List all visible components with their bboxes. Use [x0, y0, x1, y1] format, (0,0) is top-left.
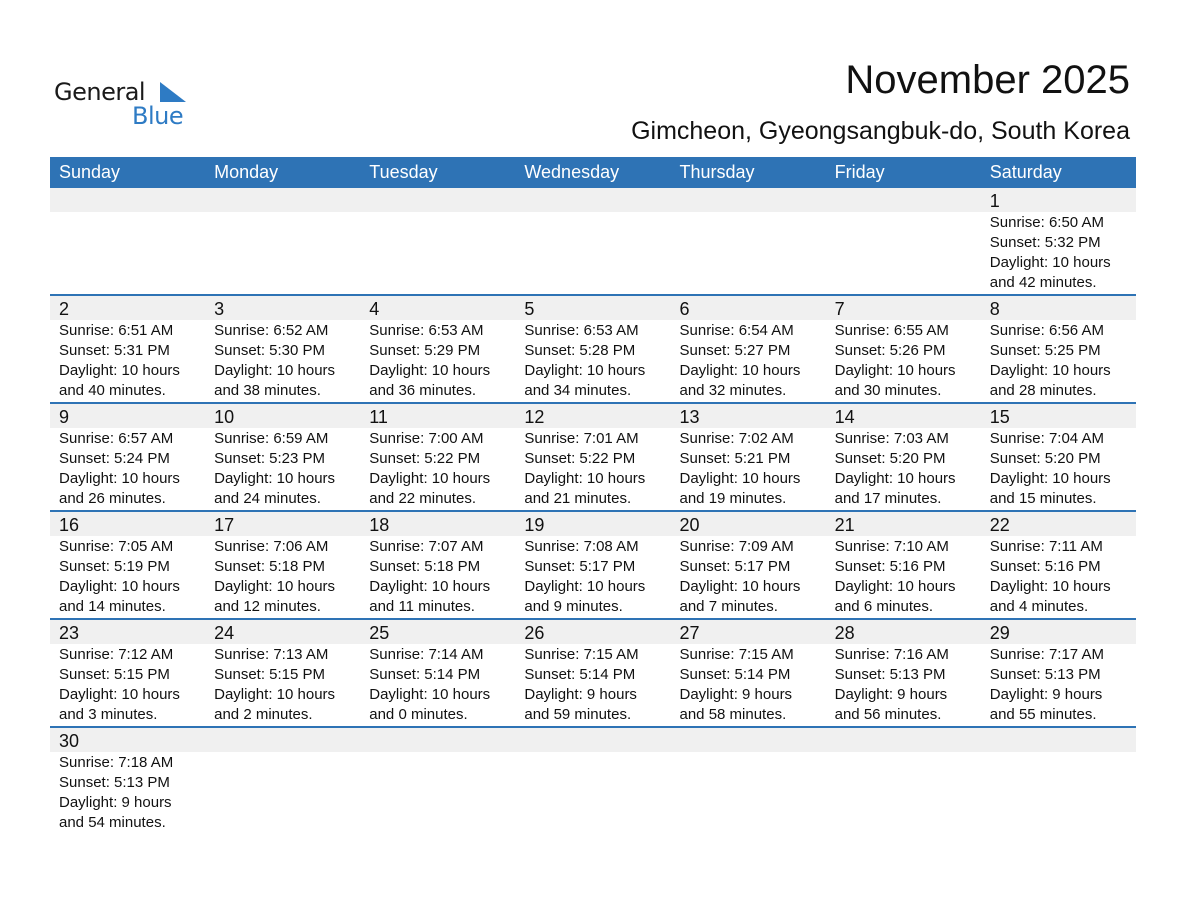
day-number: 27 [679, 623, 700, 643]
day-number: 14 [834, 407, 855, 427]
day-number: 29 [989, 623, 1010, 643]
daylight-duration: Daylight: 10 hours [59, 362, 180, 379]
day-number: 16 [59, 515, 80, 535]
day-cell [515, 428, 670, 510]
day-cell [515, 752, 670, 834]
sunrise-time: Sunrise: 7:13 AM [214, 646, 329, 663]
weeks-container [50, 188, 1136, 834]
sunset-time: Sunset: 5:15 PM [59, 666, 170, 683]
sunrise-time: Sunrise: 7:15 AM [679, 646, 794, 663]
day-cell [205, 752, 360, 834]
daylight-duration: Daylight: 10 hours [679, 362, 801, 379]
daylight-duration: and 54 minutes. [59, 814, 166, 831]
weekday-header [50, 157, 1136, 188]
sunrise-time: Sunrise: 6:59 AM [214, 430, 329, 447]
daylight-duration: Daylight: 10 hours [59, 578, 180, 595]
sunset-time: Sunset: 5:22 PM [524, 450, 636, 467]
sunset-time: Sunset: 5:16 PM [989, 558, 1101, 575]
daylight-duration: Daylight: 9 hours [59, 794, 172, 811]
sunrise-time: Sunrise: 7:08 AM [524, 538, 639, 555]
day-cell [515, 320, 670, 402]
day-details-row [50, 752, 1136, 834]
sunrise-time: Sunrise: 7:07 AM [369, 538, 484, 555]
sunrise-time: Sunrise: 7:10 AM [834, 538, 949, 555]
daylight-duration: Daylight: 9 hours [989, 686, 1103, 703]
daylight-duration: and 2 minutes. [214, 706, 313, 723]
week-row [50, 294, 1136, 402]
daylight-duration: and 24 minutes. [214, 490, 321, 507]
day-details-row [50, 536, 1136, 618]
daylight-duration: Daylight: 9 hours [524, 686, 637, 703]
day-cell [826, 752, 981, 834]
weekday-tuesday: Tuesday [369, 162, 438, 182]
daylight-duration: Daylight: 9 hours [834, 686, 948, 703]
day-number: 13 [679, 407, 700, 427]
day-number: 20 [679, 515, 700, 535]
daylight-duration: and 7 minutes. [679, 598, 778, 615]
day-number [981, 728, 1136, 752]
day-number: 22 [989, 515, 1010, 535]
day-cell [360, 752, 515, 834]
day-cell [671, 320, 826, 402]
date-band [50, 404, 1136, 428]
day-details-row [50, 428, 1136, 510]
sunset-time: Sunset: 5:17 PM [679, 558, 791, 575]
sunrise-time: Sunrise: 7:05 AM [59, 538, 174, 555]
daylight-duration: Daylight: 10 hours [214, 470, 336, 487]
sunset-time: Sunset: 5:32 PM [989, 234, 1101, 251]
day-cell [515, 212, 670, 294]
day-cell [205, 428, 360, 510]
daylight-duration: and 36 minutes. [369, 382, 476, 399]
daylight-duration: Daylight: 10 hours [834, 362, 956, 379]
sunrise-time: Sunrise: 6:53 AM [524, 322, 639, 339]
weekday-monday: Monday [214, 162, 279, 182]
daylight-duration: and 11 minutes. [369, 598, 475, 615]
sunset-time: Sunset: 5:21 PM [679, 450, 791, 467]
daylight-duration: and 6 minutes. [834, 598, 934, 615]
daylight-duration: and 42 minutes. [989, 274, 1097, 291]
daylight-duration: Daylight: 10 hours [369, 686, 491, 703]
day-number: 19 [524, 515, 545, 535]
daylight-duration: and 12 minutes. [214, 598, 321, 615]
day-number: 9 [59, 407, 70, 427]
sunset-time: Sunset: 5:14 PM [369, 666, 481, 683]
day-details-row [50, 644, 1136, 726]
day-cell [50, 428, 205, 510]
sunset-time: Sunset: 5:28 PM [524, 342, 636, 359]
daylight-duration: and 38 minutes. [214, 382, 321, 399]
sunset-time: Sunset: 5:26 PM [834, 342, 946, 359]
daylight-duration: Daylight: 10 hours [679, 578, 801, 595]
weekday-saturday: Saturday [989, 162, 1062, 182]
day-number: 12 [524, 407, 545, 427]
daylight-duration: and 55 minutes. [989, 706, 1097, 723]
daylight-duration: and 0 minutes. [369, 706, 468, 723]
day-cell [671, 212, 826, 294]
sunrise-time: Sunrise: 7:06 AM [214, 538, 329, 555]
sunrise-time: Sunrise: 7:17 AM [989, 646, 1104, 663]
day-cell [205, 536, 360, 618]
sunset-time: Sunset: 5:22 PM [369, 450, 481, 467]
page-title: November 2025 [845, 58, 1130, 102]
sunrise-time: Sunrise: 7:15 AM [524, 646, 639, 663]
day-cell [826, 536, 981, 618]
daylight-duration: Daylight: 10 hours [59, 686, 180, 703]
day-cell [671, 428, 826, 510]
day-number: 11 [369, 407, 388, 427]
day-cell [826, 644, 981, 726]
daylight-duration: and 28 minutes. [989, 382, 1097, 399]
sunset-time: Sunset: 5:13 PM [989, 666, 1101, 683]
daylight-duration: Daylight: 10 hours [369, 362, 491, 379]
daylight-duration: and 19 minutes. [679, 490, 787, 507]
daylight-duration: Daylight: 10 hours [214, 578, 336, 595]
sunrise-time: Sunrise: 7:00 AM [369, 430, 484, 447]
weekday-sunday: Sunday [59, 162, 121, 182]
day-number: 30 [59, 731, 80, 751]
day-number: 21 [834, 515, 855, 535]
sunset-time: Sunset: 5:27 PM [679, 342, 791, 359]
sunrise-time: Sunrise: 7:14 AM [369, 646, 484, 663]
date-band [50, 728, 1136, 752]
daylight-duration: and 14 minutes. [59, 598, 166, 615]
day-number: 1 [989, 191, 1000, 211]
sunset-time: Sunset: 5:18 PM [214, 558, 326, 575]
day-cell [50, 752, 205, 834]
day-number: 4 [369, 299, 380, 319]
sunrise-time: Sunrise: 7:12 AM [59, 646, 174, 663]
daylight-duration: Daylight: 10 hours [989, 470, 1111, 487]
day-cell [515, 536, 670, 618]
day-cell [360, 428, 515, 510]
sunset-time: Sunset: 5:23 PM [214, 450, 326, 467]
day-cell [981, 752, 1136, 834]
day-cell [205, 212, 360, 294]
sunrise-time: Sunrise: 7:04 AM [989, 430, 1104, 447]
sunset-time: Sunset: 5:24 PM [59, 450, 170, 467]
daylight-duration: Daylight: 10 hours [834, 578, 956, 595]
daylight-duration: and 4 minutes. [989, 598, 1089, 615]
day-number [50, 188, 205, 212]
day-number [205, 728, 360, 752]
sunrise-time: Sunrise: 6:55 AM [834, 322, 949, 339]
logo-triangle-icon [160, 82, 186, 102]
daylight-duration: Daylight: 10 hours [989, 578, 1111, 595]
sunrise-time: Sunrise: 6:54 AM [679, 322, 794, 339]
day-number: 5 [524, 299, 535, 319]
day-number: 2 [59, 299, 70, 319]
day-cell [50, 644, 205, 726]
day-number [205, 188, 360, 212]
day-number [671, 188, 826, 212]
daylight-duration: and 15 minutes. [989, 490, 1097, 507]
day-cell [981, 320, 1136, 402]
sunset-time: Sunset: 5:31 PM [59, 342, 170, 359]
sunrise-time: Sunrise: 7:11 AM [989, 538, 1103, 555]
sunrise-time: Sunrise: 6:56 AM [989, 322, 1104, 339]
day-cell [360, 212, 515, 294]
date-band [50, 512, 1136, 536]
week-row [50, 618, 1136, 726]
day-cell [360, 536, 515, 618]
daylight-duration: and 22 minutes. [369, 490, 476, 507]
weekday-wednesday: Wednesday [524, 162, 620, 182]
sunrise-time: Sunrise: 7:16 AM [834, 646, 949, 663]
daylight-duration: Daylight: 10 hours [214, 362, 336, 379]
daylight-duration: Daylight: 10 hours [524, 362, 646, 379]
day-number [826, 188, 981, 212]
day-details-row [50, 320, 1136, 402]
day-cell [515, 644, 670, 726]
daylight-duration: Daylight: 10 hours [214, 686, 336, 703]
week-row [50, 188, 1136, 294]
day-cell [205, 320, 360, 402]
calendar-grid [50, 157, 1136, 834]
daylight-duration: and 30 minutes. [834, 382, 942, 399]
day-cell [981, 212, 1136, 294]
daylight-duration: and 17 minutes. [834, 490, 942, 507]
day-cell [981, 536, 1136, 618]
day-cell [981, 644, 1136, 726]
daylight-duration: Daylight: 10 hours [59, 470, 180, 487]
daylight-duration: Daylight: 10 hours [524, 470, 646, 487]
sunset-time: Sunset: 5:14 PM [524, 666, 636, 683]
day-cell [981, 428, 1136, 510]
sunrise-time: Sunrise: 6:51 AM [59, 322, 174, 339]
daylight-duration: and 58 minutes. [679, 706, 787, 723]
daylight-duration: and 26 minutes. [59, 490, 166, 507]
day-number: 23 [59, 623, 80, 643]
day-number: 6 [679, 299, 690, 319]
day-cell [50, 320, 205, 402]
day-number: 10 [214, 407, 235, 427]
sunrise-time: Sunrise: 6:53 AM [369, 322, 484, 339]
day-cell [671, 536, 826, 618]
day-number [671, 728, 826, 752]
day-number [826, 728, 981, 752]
sunrise-time: Sunrise: 7:02 AM [679, 430, 794, 447]
daylight-duration: Daylight: 10 hours [989, 254, 1111, 271]
sunset-time: Sunset: 5:30 PM [214, 342, 326, 359]
daylight-duration: and 21 minutes. [524, 490, 632, 507]
sunset-time: Sunset: 5:13 PM [834, 666, 946, 683]
sunrise-time: Sunrise: 7:09 AM [679, 538, 794, 555]
sunrise-time: Sunrise: 7:18 AM [59, 754, 174, 771]
date-band [50, 188, 1136, 212]
day-cell [826, 212, 981, 294]
sunrise-time: Sunrise: 7:03 AM [834, 430, 949, 447]
sunset-time: Sunset: 5:20 PM [989, 450, 1101, 467]
day-number [515, 188, 670, 212]
daylight-duration: Daylight: 10 hours [989, 362, 1111, 379]
day-number: 24 [214, 623, 235, 643]
sunset-time: Sunset: 5:19 PM [59, 558, 170, 575]
sunset-time: Sunset: 5:13 PM [59, 774, 170, 791]
daylight-duration: Daylight: 10 hours [524, 578, 646, 595]
weekday-thursday: Thursday [679, 162, 755, 182]
daylight-duration: and 56 minutes. [834, 706, 942, 723]
sunrise-time: Sunrise: 6:50 AM [989, 214, 1104, 231]
day-number: 18 [369, 515, 390, 535]
day-details-row [50, 212, 1136, 294]
day-number: 7 [834, 299, 845, 319]
daylight-duration: and 59 minutes. [524, 706, 632, 723]
date-band [50, 620, 1136, 644]
day-number [360, 728, 515, 752]
day-number: 25 [369, 623, 390, 643]
generalblue-logo [54, 76, 204, 132]
logo-word-general: General [54, 78, 146, 106]
day-cell [671, 644, 826, 726]
sunset-time: Sunset: 5:25 PM [989, 342, 1101, 359]
sunset-time: Sunset: 5:18 PM [369, 558, 481, 575]
sunset-time: Sunset: 5:20 PM [834, 450, 946, 467]
daylight-duration: and 9 minutes. [524, 598, 623, 615]
day-cell [826, 320, 981, 402]
day-cell [671, 752, 826, 834]
logo-word-blue: Blue [132, 102, 184, 130]
daylight-duration: Daylight: 10 hours [369, 470, 491, 487]
day-cell [50, 536, 205, 618]
day-number: 26 [524, 623, 545, 643]
day-number: 8 [989, 299, 1000, 319]
date-band [50, 296, 1136, 320]
day-cell [205, 644, 360, 726]
daylight-duration: and 34 minutes. [524, 382, 632, 399]
daylight-duration: and 40 minutes. [59, 382, 166, 399]
day-number: 15 [989, 407, 1010, 427]
sunrise-time: Sunrise: 6:52 AM [214, 322, 329, 339]
daylight-duration: Daylight: 9 hours [679, 686, 793, 703]
day-cell [360, 320, 515, 402]
day-number [360, 188, 515, 212]
daylight-duration: and 32 minutes. [679, 382, 787, 399]
location-subtitle: Gimcheon, Gyeongsangbuk-do, South Korea [631, 117, 1130, 145]
sunrise-time: Sunrise: 7:01 AM [524, 430, 639, 447]
daylight-duration: Daylight: 10 hours [834, 470, 956, 487]
sunset-time: Sunset: 5:14 PM [679, 666, 791, 683]
sunset-time: Sunset: 5:16 PM [834, 558, 946, 575]
day-cell [826, 428, 981, 510]
week-row [50, 726, 1136, 834]
day-number [515, 728, 670, 752]
sunset-time: Sunset: 5:29 PM [369, 342, 481, 359]
sunset-time: Sunset: 5:17 PM [524, 558, 636, 575]
day-number: 3 [214, 299, 225, 319]
sunrise-time: Sunrise: 6:57 AM [59, 430, 174, 447]
sunset-time: Sunset: 5:15 PM [214, 666, 326, 683]
week-row [50, 510, 1136, 618]
daylight-duration: and 3 minutes. [59, 706, 158, 723]
week-row [50, 402, 1136, 510]
day-cell [50, 212, 205, 294]
day-number: 28 [834, 623, 855, 643]
day-number: 17 [214, 515, 235, 535]
day-cell [360, 644, 515, 726]
daylight-duration: Daylight: 10 hours [679, 470, 801, 487]
daylight-duration: Daylight: 10 hours [369, 578, 491, 595]
weekday-friday: Friday [834, 162, 885, 182]
